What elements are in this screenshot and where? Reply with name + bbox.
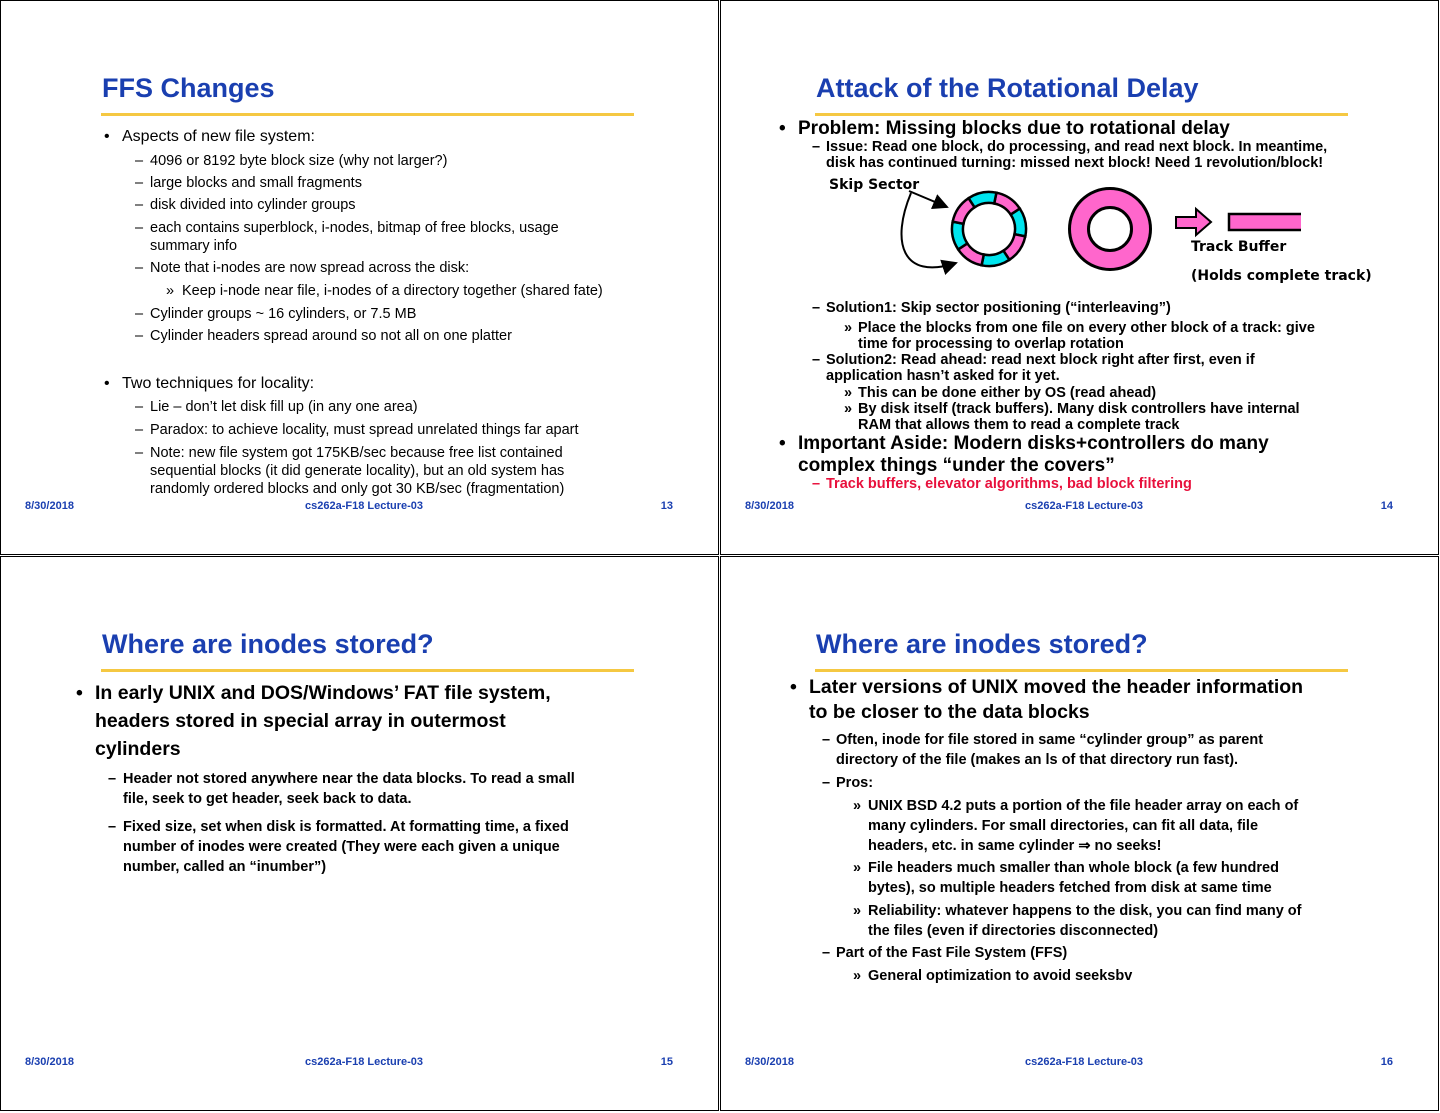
bullet-marker: » (844, 401, 853, 417)
bullet-marker: – (135, 306, 144, 322)
bullet-marker: – (108, 819, 117, 835)
bullet-marker: – (135, 399, 144, 415)
footer-page: 15 (660, 1056, 673, 1068)
footer-date: 8/30/2018 (25, 500, 74, 512)
bullet-level-2: UNIX BSD 4.2 puts a portion of the file header array on each of many cylinders. For small directories, can fit all data, file headers, etc. in same cylinder ⇒ no seeks! (868, 798, 1299, 854)
bullet-marker: – (135, 220, 144, 236)
bullet-level-1: Track buffers, elevator algorithms, bad block filtering (826, 476, 1192, 492)
footer-course: cs262a-F18 Lecture-03 (1024, 1056, 1143, 1068)
slide-15 (0, 556, 719, 1111)
bullet-level-1: Issue: Read one block, do processing, and read next block. In meantime, disk has continued turning: missed next block! Need 1 revolution/block! (826, 139, 1328, 171)
bullet-level-1: large blocks and small fragments (150, 175, 362, 191)
bullet-level-1: Cylinder groups ~ 16 cylinders, or 7.5 MB (150, 306, 417, 322)
bullet-marker: • (104, 375, 110, 392)
bullet-level-1: 4096 or 8192 byte block size (why not larger?) (150, 153, 448, 169)
bullet-marker: – (135, 422, 144, 438)
footer-date: 8/30/2018 (745, 1056, 794, 1068)
bullet-marker: – (822, 945, 831, 961)
bullet-marker: » (844, 320, 853, 336)
slide-16 (720, 556, 1439, 1111)
bullet-marker: – (822, 732, 831, 748)
footer-page: 16 (1380, 1056, 1393, 1068)
bullet-marker: » (853, 968, 862, 984)
slide-title: FFS Changes (102, 73, 275, 103)
footer-date: 8/30/2018 (25, 1056, 74, 1068)
disk-sector (982, 251, 1010, 266)
bullet-level-2: By disk itself (track buffers). Many disk controllers have internal RAM that allows them to read a complete track (858, 401, 1300, 433)
bullet-level-1: disk divided into cylinder groups (150, 197, 356, 213)
disk-sector (1011, 209, 1026, 237)
title-rule (101, 669, 634, 672)
holds-track-label: (Holds complete track) (1191, 268, 1372, 284)
bullet-marker: » (166, 283, 175, 299)
arrow-icon (901, 193, 956, 267)
bullet-level-1: Header not stored anywhere near the data blocks. To read a small file, seek to get header, seek back to data. (123, 771, 575, 807)
bullet-level-1: Fixed size, set when disk is formatted. At formatting time, a fixed number of inodes were created (They were each given a unique number, called an “inumber”) (123, 819, 569, 875)
skip-sector-label: Skip Sector (829, 177, 920, 193)
footer-course: cs262a-F18 Lecture-03 (304, 1056, 423, 1068)
bullet-marker: » (844, 385, 853, 401)
bullet-marker: • (76, 682, 83, 704)
bullet-level-1: each contains superblock, i-nodes, bitmap of free blocks, usage summary info (150, 220, 559, 254)
bullet-marker: – (135, 328, 144, 344)
bullet-marker: – (822, 775, 831, 791)
arrow-right-icon (1176, 209, 1211, 235)
footer-course: cs262a-F18 Lecture-03 (1024, 500, 1143, 512)
bullet-marker: – (135, 175, 144, 191)
bullet-marker: » (853, 798, 862, 814)
bullet-level-2: Reliability: whatever happens to the disk, you can find many of the files (even if directories disconnected) (868, 903, 1302, 939)
bullet-marker: – (812, 352, 821, 368)
bullet-level-0: Aspects of new file system: (122, 128, 315, 145)
slide-title: Attack of the Rotational Delay (816, 73, 1199, 103)
bullet-level-1: Cylinder headers spread around so not all on one platter (150, 328, 512, 344)
bullet-marker: – (135, 445, 144, 461)
bullet-marker: – (812, 476, 821, 492)
bullet-marker: – (135, 260, 144, 276)
slide-14 (720, 0, 1439, 555)
bullet-marker: » (853, 860, 862, 876)
disk-sector (952, 222, 967, 250)
bullet-level-0: In early UNIX and DOS/Windows’ FAT file system, headers stored in special array in outermost cylinders (95, 682, 551, 760)
bullet-level-2: General optimization to avoid seeksbv (868, 968, 1133, 984)
bullet-level-0: Problem: Missing blocks due to rotational delay (798, 118, 1230, 139)
bullet-marker: – (108, 771, 117, 787)
bullet-marker: • (779, 433, 786, 454)
bullet-level-1: Note that i-nodes are now spread across the disk: (150, 260, 470, 276)
bullet-marker: – (135, 153, 144, 169)
bullet-marker: • (779, 118, 786, 139)
disk-sector (969, 192, 997, 207)
slide-title: Where are inodes stored? (816, 629, 1148, 659)
bullet-level-2: Keep i-node near file, i-nodes of a directory together (shared fate) (182, 283, 603, 299)
bullet-level-2: This can be done either by OS (read ahead) (858, 385, 1157, 401)
title-rule (101, 113, 634, 116)
bullet-marker: – (135, 197, 144, 213)
title-rule (815, 669, 1348, 672)
bullet-level-1: Note: new file system got 175KB/sec because free list contained sequential blocks (it did generate locality), but an old system has randomly ordered blocks and only got 30 KB/sec (fragmentation) (150, 445, 565, 497)
arrow-icon (909, 191, 947, 207)
bullet-level-1: Paradox: to achieve locality, must spread unrelated things far apart (150, 422, 579, 438)
bullet-marker: • (790, 676, 797, 698)
slide-13 (0, 0, 719, 555)
track-buffer-label: Track Buffer (1191, 239, 1287, 255)
bullet-marker: • (104, 128, 110, 145)
bullet-level-1: Often, inode for file stored in same “cylinder group” as parent directory of the file (makes an ls of that directory run fast). (836, 732, 1264, 768)
footer-page: 13 (660, 500, 673, 512)
bullet-marker: – (812, 139, 821, 155)
bullet-level-2: File headers much smaller than whole block (a few hundred bytes), so multiple headers fetched from disk at same time (868, 860, 1279, 896)
bullet-level-1: Solution2: Read ahead: read next block right after first, even if application hasn’t asked for it yet. (826, 352, 1255, 384)
bullet-level-0: Important Aside: Modern disks+controllers do many complex things “under the covers” (798, 433, 1269, 476)
bullet-level-2: Place the blocks from one file on every other block of a track: give time for processing to overlap rotation (858, 320, 1315, 352)
bullet-marker: – (812, 300, 821, 316)
track-buffer (1229, 214, 1301, 230)
bullet-level-1: Lie – don’t let disk fill up (in any one area) (150, 399, 418, 415)
slide-title: Where are inodes stored? (102, 629, 434, 659)
footer-date: 8/30/2018 (745, 500, 794, 512)
bullet-level-1: Solution1: Skip sector positioning (“interleaving”) (826, 300, 1171, 316)
bullet-level-0: Later versions of UNIX moved the header information to be closer to the data blocks (809, 676, 1304, 723)
footer-course: cs262a-F18 Lecture-03 (304, 500, 423, 512)
bullet-marker: » (853, 903, 862, 919)
bullet-level-1: Part of the Fast File System (FFS) (836, 945, 1068, 961)
title-rule (815, 113, 1348, 116)
bullet-level-1: Pros: (836, 775, 874, 791)
footer-page: 14 (1380, 500, 1393, 512)
bullet-level-0: Two techniques for locality: (122, 375, 315, 392)
